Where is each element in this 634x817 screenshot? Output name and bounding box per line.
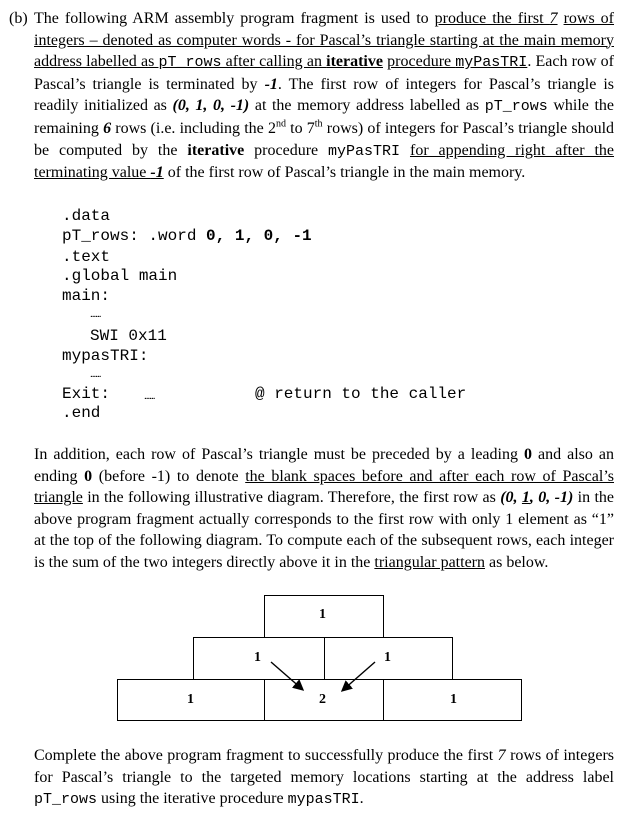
diagram-row3-value-middle: 2 xyxy=(319,692,326,707)
code-line-main: main: xyxy=(62,287,111,305)
diagram-row1-value: 1 xyxy=(319,607,326,622)
diagram-row3-value-right: 1 xyxy=(450,692,457,707)
code-ellipsis-1: ...... xyxy=(90,308,101,320)
paragraph-task: Complete the above program fragment to successfully produce the first 7 rows of integers for Pascal’s triangle to the targeted memory locations starting at the address label pT_rows using the iterative procedure mypasTRI. xyxy=(34,747,614,809)
code-ellipsis-2: ...... xyxy=(90,368,101,380)
code-ellipsis-3: ...... xyxy=(144,390,155,402)
arrow-left-icon xyxy=(271,662,302,689)
code-line-swi: SWI 0x11 xyxy=(90,327,167,345)
question-label: (b) xyxy=(9,10,28,27)
code-line-exit: Exit: xyxy=(62,385,111,403)
paragraph-explanation: In addition, each row of Pascal’s triangle must be preceded by a leading 0 and also an ending 0 (before -1) to denote the blank spaces before and after each row of Pascal’s triangle in the following illustrative diagram. Therefore, the first row as (0, 1, 0, -1) in the above program fragment actually corresponds to the first row with only 1 element as “1” at the top of the following diagram. To compute each of the subsequent rows, each integer is the sum of the two integers directly above it in the triangular pattern as below. xyxy=(34,446,615,571)
code-line-global: .global main xyxy=(62,267,178,285)
code-comment-return: @ return to the caller xyxy=(255,385,467,403)
diagram-row2-value-right: 1 xyxy=(384,650,391,665)
code-line-data: .data xyxy=(62,207,111,225)
code-line-word: pT_rows: .word 0, 1, 0, -1 xyxy=(62,227,312,245)
diagram-row3-value-left: 1 xyxy=(187,692,194,707)
paragraph-intro: The following ARM assembly program fragment is used to produce the first 7 rows of integers – denoted as computer words - for Pascal’s triangle starting at the main memory address labelled as pT_rows after calling an iterative procedure myPasTRI. Each row of Pascal’s triangle is terminated by -1. The first row of integers for Pascal’s triangle is readily initialized as (0, 1, 0, -1) at the memory address labelled as pT_rows while the remaining 6 rows (i.e. including the 2nd to 7th rows) of integers for Pascal’s triangle should be computed by the iterative procedure myPasTRI for appending right after the terminating value -1 of the first row of Pascal’s triangle in the main memory. xyxy=(34,10,615,182)
arrow-right-icon xyxy=(343,662,375,690)
diagram-row2-value-left: 1 xyxy=(254,650,261,665)
code-line-mypastri: mypasTRI: xyxy=(62,347,149,365)
code-line-end: .end xyxy=(62,404,101,422)
code-line-text: .text xyxy=(62,248,111,266)
